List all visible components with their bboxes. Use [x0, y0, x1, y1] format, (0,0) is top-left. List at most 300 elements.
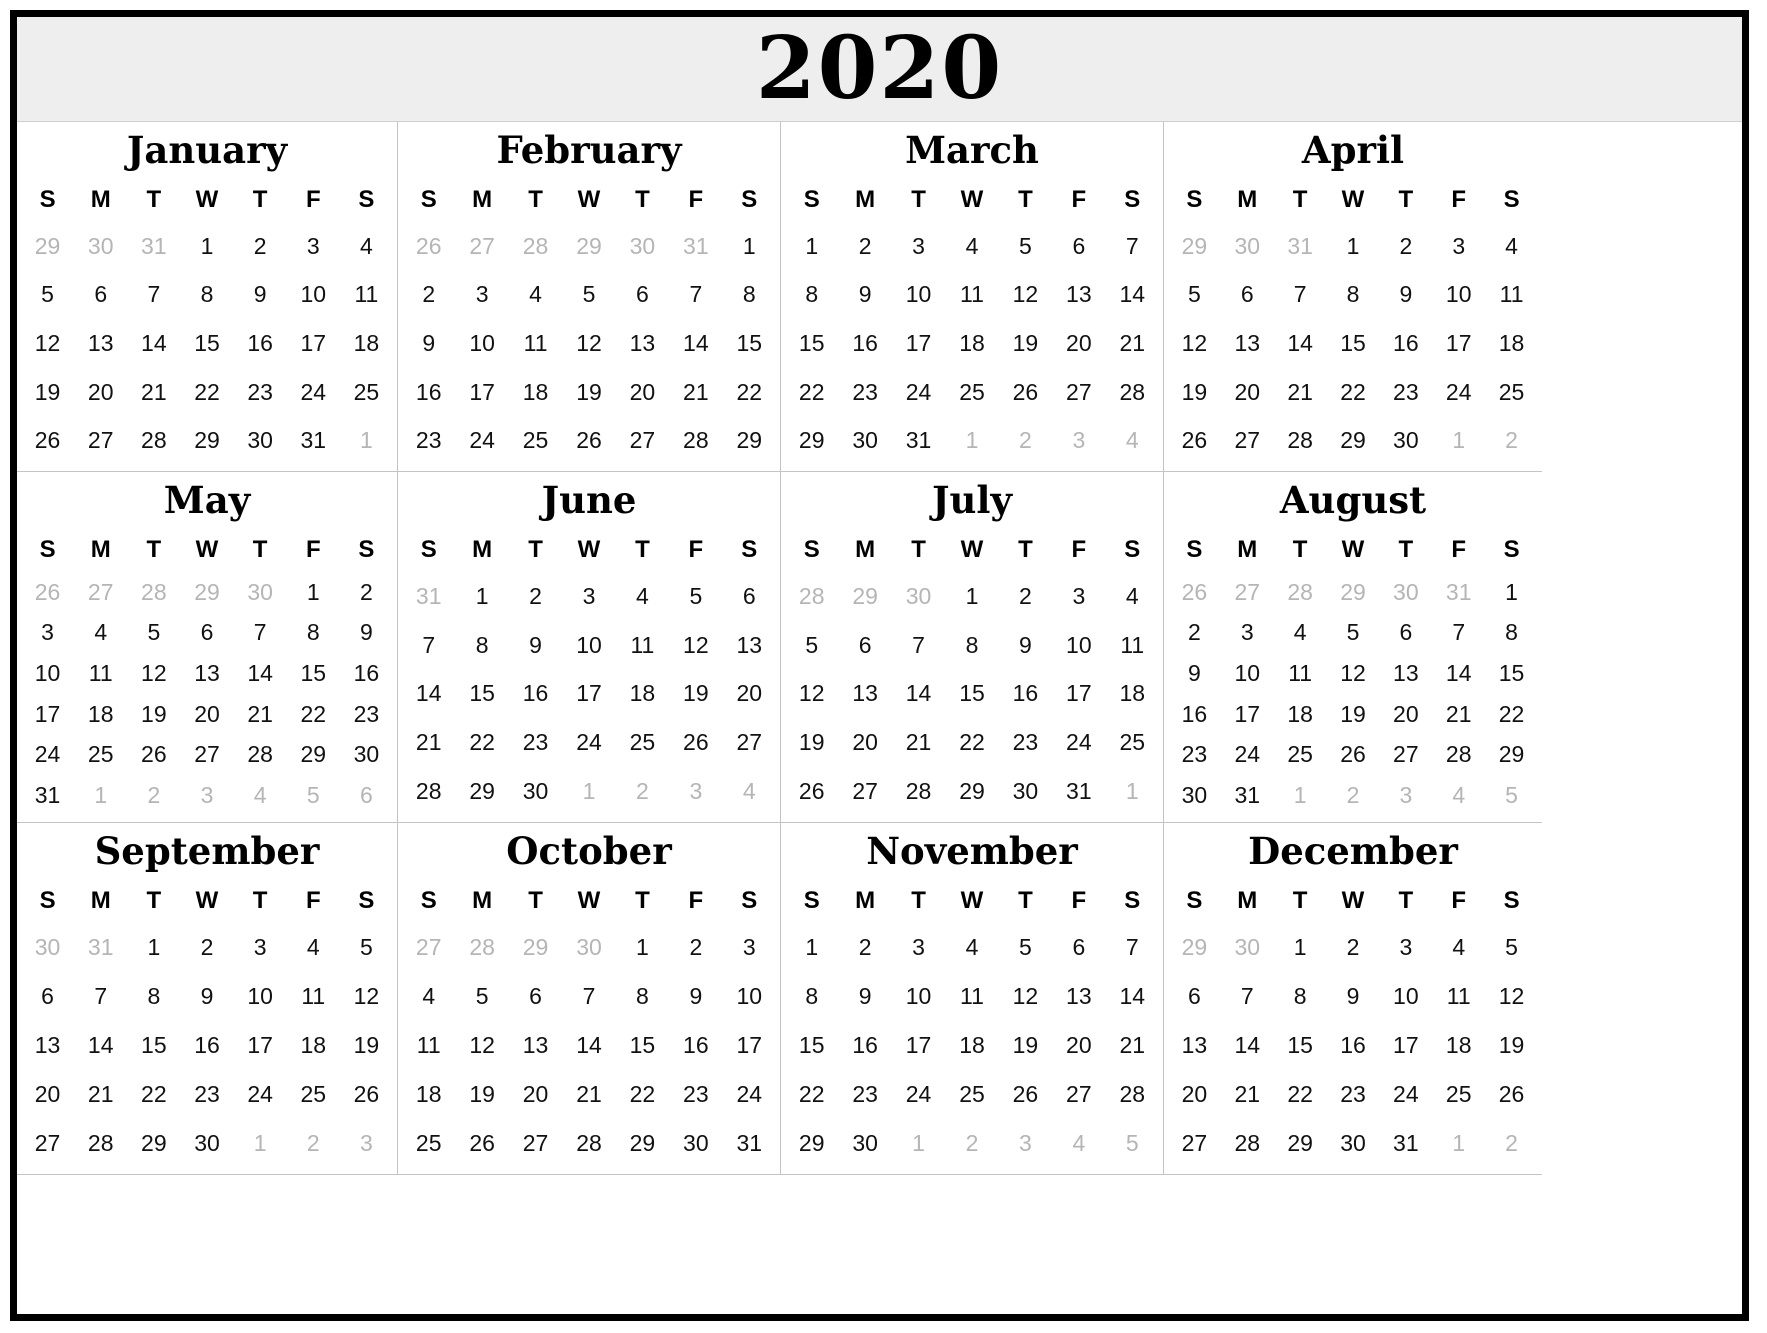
day-cell: 13	[1181, 1032, 1208, 1058]
day-cell: 7	[94, 983, 108, 1009]
weekday-label: M	[90, 186, 111, 213]
month-name: February	[496, 128, 682, 172]
day-cell: 8	[805, 281, 819, 308]
day-cell: 19	[1340, 700, 1366, 727]
day-cell: 19	[469, 1081, 495, 1107]
day-cell: 29	[736, 427, 763, 454]
weeks	[1168, 923, 1538, 1168]
day-cell: 15	[959, 680, 985, 707]
day-cell: 8	[805, 983, 819, 1009]
day-cell: 16	[1012, 680, 1039, 707]
day-cell: 15	[1340, 329, 1366, 356]
weeks	[402, 572, 776, 816]
weekday-header	[785, 178, 1159, 222]
day-cell: 13	[1393, 660, 1419, 687]
week-row	[1168, 619, 1538, 646]
week-row	[402, 1032, 776, 1059]
adjacent-month-day: 4	[1125, 427, 1139, 454]
month-name: March	[905, 128, 1039, 172]
day-cell: 14	[1234, 1032, 1261, 1058]
day-cell: 5	[41, 281, 54, 308]
adjacent-month-day: 29	[1181, 232, 1208, 259]
adjacent-month-day: 1	[1293, 782, 1307, 809]
adjacent-month-day: 30	[576, 934, 602, 960]
day-cell: 28	[905, 778, 932, 805]
adjacent-month-day: 4	[742, 778, 756, 805]
day-cell: 11	[523, 329, 548, 356]
day-cell: 6	[1240, 281, 1254, 308]
day-cell: 23	[852, 378, 878, 405]
day-cell: 6	[200, 619, 214, 646]
day-cell: 26	[798, 778, 825, 805]
day-cell: 23	[1181, 741, 1208, 768]
week-row	[785, 680, 1159, 707]
day-cell: 16	[353, 660, 380, 687]
adjacent-month-day: 3	[689, 778, 703, 805]
weekday-label: W	[1341, 887, 1365, 914]
month-name: October	[506, 829, 672, 873]
weekday-label: T	[635, 186, 650, 213]
day-cell: 5	[1019, 934, 1032, 960]
day-cell: 17	[469, 378, 495, 405]
day-cell: 3	[1072, 582, 1086, 609]
day-cell: 3	[912, 232, 925, 259]
day-cell: 7	[1452, 619, 1466, 646]
week-row	[1168, 934, 1538, 961]
day-cell: 12	[576, 329, 602, 356]
weekday-label: F	[1451, 536, 1467, 563]
day-cell: 7	[912, 631, 925, 658]
day-cell: 26	[683, 729, 709, 756]
day-cell: 14	[905, 680, 932, 707]
weekday-label: M	[1237, 536, 1258, 563]
day-cell: 14	[1119, 983, 1146, 1009]
weeks	[21, 923, 393, 1168]
adjacent-month-day: 2	[1346, 782, 1360, 809]
day-cell: 25	[1445, 1081, 1472, 1107]
day-cell: 10	[247, 983, 273, 1009]
day-cell: 3	[475, 281, 489, 308]
day-cell: 4	[1293, 619, 1307, 646]
week-row	[21, 660, 393, 687]
weekday-label: T	[911, 887, 926, 914]
day-cell: 4	[965, 934, 979, 960]
adjacent-month-day: 2	[1019, 427, 1032, 454]
day-cell: 8	[1293, 983, 1307, 1009]
week-row	[1168, 782, 1538, 809]
day-cell: 23	[194, 1081, 220, 1107]
day-cell: 18	[353, 329, 380, 356]
day-cell: 25	[353, 378, 380, 405]
day-cell: 26	[353, 1081, 380, 1107]
day-cell: 11	[630, 631, 655, 658]
day-cell: 11	[1446, 983, 1471, 1009]
weekday-label: F	[688, 536, 704, 563]
day-cell: 13	[194, 660, 220, 687]
day-cell: 7	[147, 281, 161, 308]
adjacent-month-day: 1	[965, 427, 979, 454]
weekday-label: S	[358, 186, 375, 213]
day-cell: 1	[636, 934, 649, 960]
day-cell: 21	[87, 1081, 114, 1107]
day-cell: 18	[959, 329, 985, 356]
weeks	[785, 222, 1159, 465]
adjacent-month-day: 5	[1505, 782, 1518, 809]
day-cell: 1	[965, 582, 979, 609]
adjacent-month-day: 31	[1445, 578, 1472, 605]
day-cell: 9	[1019, 631, 1032, 658]
week-row	[21, 741, 393, 768]
weekday-label: W	[195, 536, 219, 563]
day-cell: 11	[1120, 631, 1145, 658]
day-cell: 28	[683, 427, 709, 454]
day-cell: 22	[798, 378, 825, 405]
day-cell: 29	[194, 427, 220, 454]
weeks	[785, 572, 1159, 816]
day-cell: 19	[576, 378, 602, 405]
weekday-label: T	[528, 536, 543, 563]
adjacent-month-day: 27	[1234, 578, 1261, 605]
day-cell: 27	[629, 427, 656, 454]
adjacent-month-day: 28	[141, 578, 167, 605]
day-cell: 22	[959, 729, 985, 756]
week-row	[1168, 233, 1538, 260]
day-cell: 12	[1012, 281, 1039, 308]
month-january	[17, 122, 398, 472]
day-cell: 5	[582, 281, 596, 308]
adjacent-month-day: 30	[1393, 578, 1419, 605]
weekday-label: S	[1503, 536, 1520, 563]
day-cell: 30	[1393, 427, 1419, 454]
weekday-label: S	[39, 186, 56, 213]
day-cell: 4	[94, 619, 108, 646]
weeks	[1168, 572, 1538, 816]
weekday-label: M	[472, 887, 493, 914]
day-cell: 17	[905, 329, 932, 356]
day-cell: 28	[1119, 1081, 1146, 1107]
week-row	[21, 983, 393, 1010]
weekday-label: T	[528, 186, 543, 213]
day-cell: 19	[353, 1032, 380, 1058]
weekday-label: S	[39, 887, 56, 914]
day-cell: 17	[576, 680, 602, 707]
day-cell: 22	[469, 729, 495, 756]
day-cell: 20	[87, 378, 114, 405]
day-cell: 15	[736, 329, 763, 356]
day-cell: 31	[34, 782, 61, 809]
day-cell: 27	[522, 1130, 549, 1156]
day-cell: 9	[858, 281, 872, 308]
day-cell: 10	[576, 631, 602, 658]
day-cell: 18	[1119, 680, 1146, 707]
week-row	[21, 619, 393, 646]
adjacent-month-day: 2	[306, 1130, 320, 1156]
day-cell: 1	[805, 934, 819, 960]
day-cell: 8	[742, 281, 756, 308]
day-cell: 14	[576, 1032, 602, 1058]
day-cell: 3	[912, 934, 925, 960]
day-cell: 21	[1445, 700, 1472, 727]
day-cell: 24	[34, 741, 61, 768]
day-cell: 22	[629, 1081, 656, 1107]
day-cell: 5	[805, 631, 819, 658]
week-row	[402, 1130, 776, 1157]
day-cell: 26	[469, 1130, 495, 1156]
day-cell: 13	[736, 631, 763, 658]
day-cell: 28	[415, 778, 442, 805]
day-cell: 27	[1393, 741, 1419, 768]
day-cell: 30	[1340, 1130, 1366, 1156]
day-cell: 3	[582, 582, 596, 609]
week-row	[1168, 427, 1538, 454]
weekday-label: W	[1341, 536, 1365, 563]
day-cell: 9	[689, 983, 703, 1009]
weekday-label: S	[803, 536, 820, 563]
day-cell: 24	[1445, 378, 1472, 405]
weekday-label: M	[90, 887, 111, 914]
weeks	[21, 572, 393, 816]
day-cell: 12	[469, 1032, 495, 1058]
day-cell: 7	[1125, 934, 1139, 960]
day-cell: 18	[1287, 700, 1313, 727]
weekday-header	[785, 528, 1159, 572]
day-cell: 9	[1399, 281, 1413, 308]
week-row	[402, 281, 776, 308]
day-cell: 1	[1346, 232, 1360, 259]
week-row	[402, 934, 776, 961]
weekday-label: M	[855, 186, 876, 213]
day-cell: 11	[960, 281, 984, 308]
day-cell: 7	[1293, 281, 1307, 308]
day-cell: 18	[87, 700, 114, 727]
weekday-header	[1168, 528, 1538, 572]
day-cell: 17	[1393, 1032, 1419, 1058]
week-row	[402, 379, 776, 406]
day-cell: 10	[300, 281, 327, 308]
day-cell: 17	[1445, 329, 1472, 356]
day-cell: 28	[141, 427, 167, 454]
weekday-header	[785, 879, 1159, 923]
day-cell: 24	[1393, 1081, 1419, 1107]
day-cell: 12	[1181, 329, 1208, 356]
day-cell: 16	[194, 1032, 220, 1058]
day-cell: 8	[475, 631, 489, 658]
weekday-label: T	[146, 536, 162, 563]
weeks	[402, 923, 776, 1168]
day-cell: 10	[1066, 631, 1092, 658]
week-row	[785, 330, 1159, 357]
day-cell: 28	[1119, 378, 1146, 405]
weeks	[402, 222, 776, 465]
day-cell: 25	[522, 427, 549, 454]
day-cell: 19	[34, 378, 61, 405]
day-cell: 1	[200, 232, 214, 259]
adjacent-month-day: 3	[1072, 427, 1086, 454]
day-cell: 29	[959, 778, 985, 805]
day-cell: 2	[1346, 934, 1360, 960]
day-cell: 2	[1188, 619, 1201, 646]
day-cell: 11	[88, 660, 113, 687]
day-cell: 20	[522, 1081, 549, 1107]
day-cell: 19	[1012, 1032, 1039, 1058]
day-cell: 20	[736, 680, 763, 707]
adjacent-month-day: 28	[1287, 578, 1313, 605]
day-cell: 15	[1498, 660, 1525, 687]
week-row	[785, 1032, 1159, 1059]
day-cell: 20	[1066, 1032, 1092, 1058]
day-cell: 7	[253, 619, 267, 646]
day-cell: 25	[87, 741, 114, 768]
weekday-header	[1168, 178, 1538, 222]
day-cell: 13	[1234, 329, 1261, 356]
adjacent-month-day: 1	[1452, 427, 1466, 454]
day-cell: 25	[959, 378, 985, 405]
day-cell: 29	[629, 1130, 656, 1156]
day-cell: 30	[683, 1130, 709, 1156]
weekday-label: S	[741, 536, 758, 563]
adjacent-month-day: 1	[582, 778, 596, 805]
day-cell: 8	[200, 281, 214, 308]
adjacent-month-day: 30	[247, 578, 273, 605]
day-cell: 27	[34, 1130, 61, 1156]
month-october	[398, 823, 781, 1175]
adjacent-month-day: 29	[576, 232, 602, 259]
adjacent-month-day: 27	[87, 578, 114, 605]
day-cell: 24	[736, 1081, 763, 1107]
day-cell: 31	[1066, 778, 1092, 805]
weekday-label: S	[358, 536, 375, 563]
weekday-label: M	[855, 887, 876, 914]
day-cell: 11	[960, 983, 984, 1009]
day-cell: 21	[1287, 378, 1313, 405]
adjacent-month-day: 30	[905, 582, 932, 609]
day-cell: 28	[1445, 741, 1472, 768]
day-cell: 23	[1393, 378, 1419, 405]
adjacent-month-day: 1	[1452, 1130, 1466, 1156]
day-cell: 2	[200, 934, 214, 960]
day-cell: 6	[1188, 983, 1201, 1009]
weekday-header	[21, 879, 393, 923]
adjacent-month-day: 29	[522, 934, 549, 960]
day-cell: 5	[689, 582, 703, 609]
day-cell: 2	[858, 232, 872, 259]
day-cell: 2	[858, 934, 872, 960]
day-cell: 26	[34, 427, 61, 454]
adjacent-month-day: 5	[1125, 1130, 1139, 1156]
day-cell: 20	[1181, 1081, 1208, 1107]
day-cell: 22	[141, 1081, 167, 1107]
adjacent-month-day: 27	[469, 232, 495, 259]
day-cell: 1	[1505, 578, 1518, 605]
day-cell: 23	[415, 427, 442, 454]
week-row	[785, 1081, 1159, 1108]
day-cell: 22	[1340, 378, 1366, 405]
day-cell: 13	[629, 329, 656, 356]
calendar-frame	[10, 10, 1749, 1321]
weeks	[785, 923, 1159, 1168]
day-cell: 25	[1287, 741, 1313, 768]
day-cell: 8	[147, 983, 161, 1009]
adjacent-month-day: 26	[415, 232, 442, 259]
weekday-label: T	[635, 887, 650, 914]
weeks	[1168, 222, 1538, 465]
day-cell: 9	[200, 983, 214, 1009]
day-cell: 13	[1066, 281, 1092, 308]
day-cell: 16	[1181, 700, 1208, 727]
month-name: April	[1301, 128, 1405, 172]
day-cell: 15	[1287, 1032, 1313, 1058]
day-cell: 25	[415, 1130, 442, 1156]
day-cell: 5	[360, 934, 373, 960]
day-cell: 6	[636, 281, 649, 308]
day-cell: 15	[798, 329, 825, 356]
weekday-label: F	[1071, 887, 1087, 914]
day-cell: 24	[905, 1081, 932, 1107]
day-cell: 28	[1287, 427, 1313, 454]
day-cell: 12	[1498, 983, 1525, 1009]
day-cell: 21	[247, 700, 273, 727]
weekday-label: T	[1398, 536, 1414, 563]
day-cell: 9	[422, 329, 436, 356]
day-cell: 20	[852, 729, 878, 756]
day-cell: 22	[1287, 1081, 1313, 1107]
day-cell: 14	[141, 329, 167, 356]
day-cell: 31	[300, 427, 327, 454]
day-cell: 13	[34, 1032, 61, 1058]
day-cell: 11	[301, 983, 326, 1009]
day-cell: 19	[1498, 1032, 1525, 1058]
weekday-label: T	[528, 887, 543, 914]
week-row	[1168, 330, 1538, 357]
weekday-label: M	[1237, 887, 1258, 914]
day-cell: 15	[629, 1032, 656, 1058]
day-cell: 23	[1340, 1081, 1366, 1107]
month-august	[1164, 472, 1542, 823]
weekday-label: T	[1018, 536, 1033, 563]
day-cell: 1	[475, 582, 489, 609]
day-cell: 6	[529, 983, 542, 1009]
day-cell: 27	[736, 729, 763, 756]
adjacent-month-day: 29	[1340, 578, 1366, 605]
day-cell: 1	[805, 232, 819, 259]
weekday-label: M	[472, 186, 493, 213]
day-cell: 14	[683, 329, 709, 356]
adjacent-month-day: 3	[360, 1130, 373, 1156]
month-september	[17, 823, 398, 1175]
weekday-label: M	[90, 536, 111, 563]
adjacent-month-day: 2	[965, 1130, 979, 1156]
day-cell: 30	[353, 741, 380, 768]
day-cell: 8	[636, 983, 649, 1009]
weekday-label: S	[1186, 186, 1203, 213]
week-row	[402, 233, 776, 260]
weekday-label: S	[1124, 186, 1141, 213]
adjacent-month-day: 26	[34, 578, 61, 605]
day-cell: 19	[1181, 378, 1208, 405]
day-cell: 24	[1234, 741, 1261, 768]
day-cell: 26	[1498, 1081, 1525, 1107]
day-cell: 23	[1012, 729, 1039, 756]
adjacent-month-day: 29	[194, 578, 220, 605]
weekday-label: T	[146, 887, 162, 914]
weekday-label: T	[252, 536, 268, 563]
adjacent-month-day: 27	[415, 934, 442, 960]
day-cell: 3	[253, 934, 267, 960]
day-cell: 13	[1066, 983, 1092, 1009]
adjacent-month-day: 2	[1505, 427, 1518, 454]
day-cell: 2	[1399, 232, 1413, 259]
day-cell: 18	[629, 680, 656, 707]
